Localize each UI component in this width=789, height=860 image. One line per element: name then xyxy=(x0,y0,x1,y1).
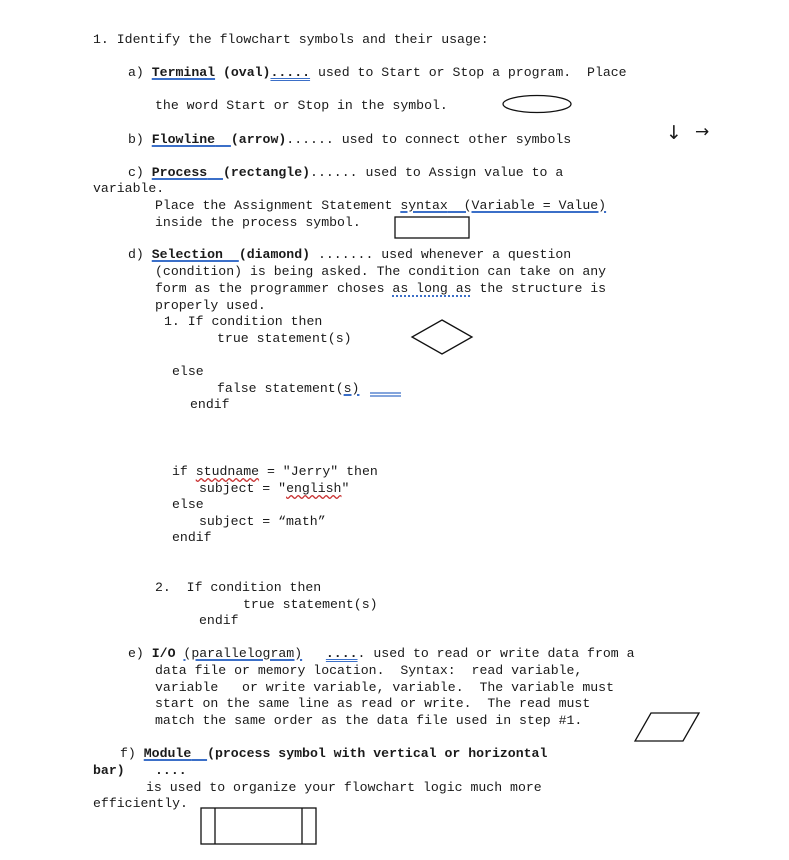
item-a-desc: used to Start or Stop a program. Place xyxy=(310,65,627,80)
item-d-ex-var: studname xyxy=(195,464,260,479)
item-d-false-pre: false statement( xyxy=(217,381,344,396)
item-d-else1: else xyxy=(172,364,204,379)
item-e-line1 xyxy=(128,647,635,660)
item-c-desc: ...... used to Assign value to a xyxy=(310,165,564,180)
item-a-dots: ..... xyxy=(270,65,311,80)
item-d-endif2: endif xyxy=(172,530,212,545)
item-c-line1 xyxy=(128,166,563,179)
item-d-else2: else xyxy=(172,497,204,512)
item-c-line3-post: (Variable = Value) xyxy=(447,198,607,213)
item-d-line3-pre: form as the programmer choses xyxy=(155,281,393,296)
item-d-sub2: 2. If condition then xyxy=(155,580,322,595)
item-d-ex-subj-val: english xyxy=(286,481,342,496)
item-e-prefix: e) xyxy=(128,646,152,661)
item-e-desc: . used to read or write data from a xyxy=(357,646,635,661)
item-f-term: Module xyxy=(143,746,192,761)
item-d-ex-subj-post: " xyxy=(341,481,350,496)
item-d-ex-if-rest: = "Jerry" then xyxy=(259,464,378,479)
item-f-line4: efficiently. xyxy=(93,796,188,811)
item-f-line2b: .... xyxy=(155,763,187,778)
item-b-term: Flowline xyxy=(151,132,216,147)
item-d-ex-if: if xyxy=(172,464,196,479)
item-c-paren: (rectangle) xyxy=(222,165,311,180)
item-b-desc: ...... used to connect other symbols xyxy=(286,132,572,147)
right-arrow-icon: → xyxy=(695,122,710,142)
item-b-gap xyxy=(215,132,231,147)
item-f-line1 xyxy=(120,747,547,760)
item-f-line2a: bar) xyxy=(93,763,125,778)
item-c-line2: variable. xyxy=(93,181,165,196)
item-c-line4: inside the process symbol. xyxy=(155,215,361,230)
item-a-paren: (oval) xyxy=(215,65,271,80)
item-d-example-if xyxy=(172,465,378,478)
item-c-line3 xyxy=(155,199,606,212)
item-d-line1 xyxy=(128,248,571,261)
item-a-prefix: a) xyxy=(128,65,152,80)
item-a-line1 xyxy=(128,66,627,79)
item-c-term: Process xyxy=(151,165,208,180)
item-d-line3-dotted: as long as xyxy=(392,281,472,296)
parallelogram-icon xyxy=(633,711,701,743)
down-arrow-icon: ↓ xyxy=(666,122,682,144)
item-f-gap xyxy=(191,746,207,761)
item-d-term: Selection xyxy=(151,247,223,262)
item-c-line3-pre: Place the Assignment Statement xyxy=(155,198,401,213)
item-d-ex-subj-pre: subject = " xyxy=(199,481,287,496)
item-d-line2: (condition) is being asked. The condition can take on any xyxy=(155,264,607,279)
item-d-false-s: s) xyxy=(343,381,360,396)
item-d-prefix: d) xyxy=(128,247,152,262)
item-a-line2: the word Start or Stop in the symbol. xyxy=(155,98,448,113)
item-a-term: Terminal xyxy=(151,65,216,80)
oval-icon xyxy=(501,94,573,114)
item-d-desc: ....... used whenever a question xyxy=(310,247,572,262)
item-b-prefix: b) xyxy=(128,132,152,147)
item-e-line5: match the same order as the data file used in step #1. xyxy=(155,713,583,728)
item-e-dots: .... xyxy=(325,646,358,661)
item-d-endif1: endif xyxy=(190,397,230,412)
item-d-line3 xyxy=(155,282,606,295)
rectangle-icon xyxy=(394,216,471,240)
question-heading: 1. Identify the flowchart symbols and their usage: xyxy=(93,32,489,47)
item-e-line2: data file or memory location. Syntax: read variable, xyxy=(155,663,583,678)
item-d-sub1-true: true statement(s) xyxy=(217,331,352,346)
item-f-prefix: f) xyxy=(120,746,144,761)
item-d-example-subject2: subject = “math” xyxy=(199,514,326,529)
diamond-icon xyxy=(409,318,475,356)
item-d-gap xyxy=(223,247,239,262)
item-c-prefix: c) xyxy=(128,165,152,180)
item-d-false xyxy=(217,382,359,395)
item-e-paren: (parallelogram) xyxy=(183,646,303,661)
item-c-gap xyxy=(207,165,223,180)
item-e-line3: variable or write variable, variable. The variable must xyxy=(155,680,614,695)
item-d-endif3: endif xyxy=(199,613,239,628)
item-c-syntax-word: syntax xyxy=(400,198,448,213)
item-d-example-subject xyxy=(199,482,349,495)
item-e-term: I/O xyxy=(151,646,176,661)
item-b-line1 xyxy=(128,133,571,146)
item-d-line3-post: the structure is xyxy=(471,281,607,296)
item-d-sub1: 1. If condition then xyxy=(164,314,323,329)
item-e-line4: start on the same line as read or write. The read must xyxy=(155,696,591,711)
item-f-line3: is used to organize your flowchart logic much more xyxy=(146,780,542,795)
item-f-paren: (process symbol with vertical or horizontal xyxy=(207,746,548,761)
item-d-paren: (diamond) xyxy=(238,247,311,262)
underline-mark xyxy=(370,392,402,398)
item-b-paren: (arrow) xyxy=(230,132,287,147)
item-d-sub2-true: true statement(s) xyxy=(243,597,378,612)
module-icon xyxy=(200,807,318,846)
item-d-line4: properly used. xyxy=(155,298,266,313)
